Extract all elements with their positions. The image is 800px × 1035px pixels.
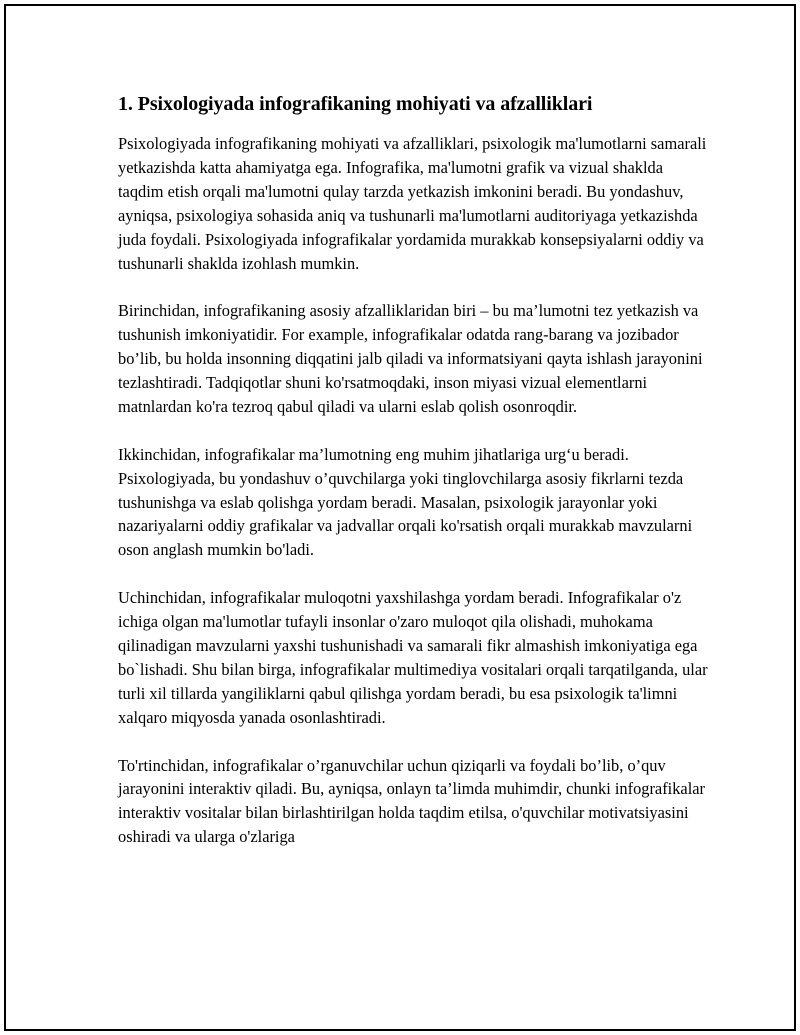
body-text xyxy=(118,132,708,849)
section-heading: 1. Psixologiyada infografikaning mohiyati va afzalliklari xyxy=(118,93,593,115)
paragraph-second-advantage: Ikkinchidan, infografikalar ma’lumotning eng muhim jihatlariga urg‘u beradi. Psixologiyada, bu yondashuv o’quvchilarga yoki tinglovchilarga asosiy fikrlarni tezda tushunishga va eslab qolishga yordam beradi. Masalan, psixologik jarayonlar yoki nazariyalarni oddiy grafikalar va jadvallar orqali ko'rsatish orqali murakkab mavzularni oson anglash mumkin bo'ladi. xyxy=(118,444,693,560)
document-body xyxy=(118,90,708,849)
paragraph-fourth-advantage: To'rtinchidan, infografikalar o’rganuvchilar uchun qiziqarli va foydali bo’lib, o’quv jarayonini interaktiv qiladi. Bu, ayniqsa, onlayn ta’limda muhimdir, chunki infografikalar interaktiv vositalar bilan birlashtirilgan holda taqdim etilsa, o'quvchilar motivatsiyasini oshiradi va ularga o'zlariga xyxy=(118,755,705,847)
paragraph-third-advantage: Uchinchidan, infografikalar muloqotni yaxshilashga yordam beradi. Infografikalar o'z ichiga olgan ma'lumotlar tufayli insonlar o'zaro muloqot qila olishadi, muhokama qilinadigan mavzularni yaxshi tushunishadi va samarali fikr almashish imkoniyatiga ega bo`lishadi. Shu bilan birga, infografikalar multimediya vositalari orqali tarqatilganda, ular turli xil tillarda yangiliklarni qabul qilishga yordam beradi, bu esa psixologik ta'limni xalqaro miqyosda yanada osonlashtiradi. xyxy=(118,588,708,727)
paragraph-intro: Psixologiyada infografikaning mohiyati va afzalliklari, psixologik ma'lumotlarni samarali yetkazishda katta ahamiyatga ega. Infografika, ma'lumotni grafik va vizual shaklda taqdim etish orqali ma'lumotni qulay tarzda yetkazish imkonini beradi. Bu yondashuv, ayniqsa, psixologiya sohasida aniq va tushunarli ma'lumotlarni auditoriyaga yetkazishda juda foydali. Psixologiyada infografikalar yordamida murakkab konsepsiyalarni oddiy va tushunarli shaklda izohlash mumkin. xyxy=(118,134,707,273)
paragraph-first-advantage: Birinchidan, infografikaning asosiy afzalliklaridan biri – bu ma’lumotni tez yetkazish va tushunish imkoniyatidir. For example, infografikalar odatda rang-barang va jozibador bo’lib, bu holda insonning diqqatini jalb qiladi va informatsiyani qayta ishlash jarayonini tezlashtiradi. Tadqiqotlar shuni ko'rsatmoqdaki, inson miyasi vizual elementlarni matnlardan ko'ra tezroq qabul qiladi va ularni eslab qolish osonroqdir. xyxy=(118,301,703,416)
